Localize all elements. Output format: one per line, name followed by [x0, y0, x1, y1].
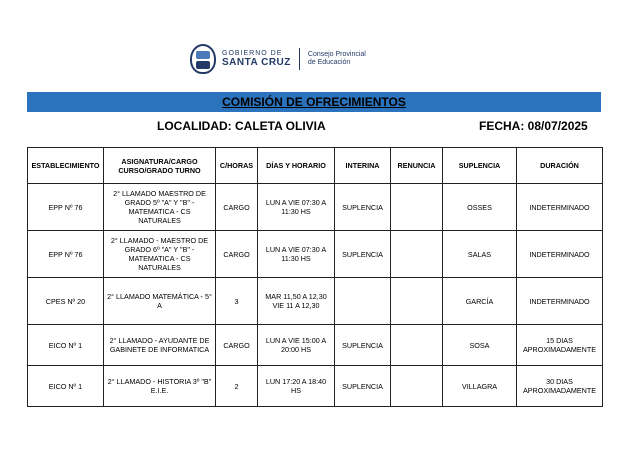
- table-cell: CPES Nº 20: [28, 278, 104, 325]
- page-title: COMISIÓN DE OFRECIMIENTOS: [222, 95, 406, 109]
- table-cell: 2° LLAMADO - HISTORIA 3º "B" E.I.E.: [104, 366, 216, 407]
- government-logo-text: [222, 50, 291, 68]
- title-bar: [27, 92, 601, 112]
- table-cell: MAR 11,50 A 12,30 VIE 11 A 12,30: [258, 278, 335, 325]
- table-cell: CARGO: [216, 231, 258, 278]
- table-cell: EPP Nº 76: [28, 184, 104, 231]
- header-divider: [299, 48, 300, 70]
- column-header: DÍAS Y HORARIO: [258, 148, 335, 184]
- santa-cruz-seal-icon: [190, 44, 216, 74]
- column-header: ASIGNATURA/CARGO CURSO/GRADO TURNO: [104, 148, 216, 184]
- location-date-row: [27, 118, 601, 136]
- table-cell: OSSES: [443, 184, 517, 231]
- table-cell: 2° LLAMADO MAESTRO DE GRADO 5º "A" Y "B" - MATEMATICA - CS NATURALES: [104, 184, 216, 231]
- column-header: C/HORAS: [216, 148, 258, 184]
- table-row: [28, 231, 603, 278]
- council-line-2: de Educación: [307, 59, 351, 66]
- column-header: RENUNCIA: [391, 148, 443, 184]
- table-cell: 2° LLAMADO MATEMÁTICA - 5° A: [104, 278, 216, 325]
- localidad-label: LOCALIDAD: CALETA OLIVIA: [157, 119, 326, 133]
- offers-table: [27, 147, 603, 407]
- table-cell: LUN A VIE 07:30 A 11:30 HS: [258, 184, 335, 231]
- council-name: [308, 51, 366, 67]
- table-row: [28, 184, 603, 231]
- column-header: SUPLENCIA: [443, 148, 517, 184]
- table-cell: LUN A VIE 07:30 A 11:30 HS: [258, 231, 335, 278]
- table-cell: SUPLENCIA: [335, 366, 391, 407]
- table-cell: 2° LLAMADO - AYUDANTE DE GABINETE DE INFORMATICA: [104, 325, 216, 366]
- table-cell: 2: [216, 366, 258, 407]
- table-cell: VILLAGRA: [443, 366, 517, 407]
- table-cell: [391, 278, 443, 325]
- table-cell: GARCÍA: [443, 278, 517, 325]
- table-row: [28, 325, 603, 366]
- table-cell: SALAS: [443, 231, 517, 278]
- table-cell: 2° LLAMADO - MAESTRO DE GRADO 6º "A" Y "B" - MATEMATICA - CS NATURALES: [104, 231, 216, 278]
- table-cell: [391, 231, 443, 278]
- table-cell: INDETERMINADO: [517, 184, 603, 231]
- table-cell: INDETERMINADO: [517, 278, 603, 325]
- table-cell: [391, 184, 443, 231]
- table-cell: [391, 325, 443, 366]
- council-line-1: Consejo Provincial: [307, 50, 366, 58]
- table-cell: LUN 17:20 A 18:40 HS: [258, 366, 335, 407]
- column-header: DURACIÓN: [517, 148, 603, 184]
- column-header: INTERINA: [335, 148, 391, 184]
- table-cell: [391, 366, 443, 407]
- table-cell: INDETERMINADO: [517, 231, 603, 278]
- table-cell: SOSA: [443, 325, 517, 366]
- table-row: [28, 278, 603, 325]
- page-header: [190, 42, 366, 76]
- gov-main-text: SANTA CRUZ: [222, 57, 291, 68]
- table-cell: 30 DIAS APROXIMADAMENTE: [517, 366, 603, 407]
- table-cell: CARGO: [216, 325, 258, 366]
- gov-top-text: GOBIERNO DE: [222, 50, 283, 57]
- table-cell: EICO Nº 1: [28, 366, 104, 407]
- column-header: ESTABLECIMIENTO: [28, 148, 104, 184]
- table-cell: 3: [216, 278, 258, 325]
- table-cell: SUPLENCIA: [335, 325, 391, 366]
- table-row: [28, 366, 603, 407]
- table-cell: EPP Nº 76: [28, 231, 104, 278]
- fecha-label: FECHA: 08/07/2025: [479, 119, 588, 133]
- table-cell: 15 DIAS APROXIMADAMENTE: [517, 325, 603, 366]
- table-cell: SUPLENCIA: [335, 184, 391, 231]
- table-cell: [335, 278, 391, 325]
- table-cell: LUN A VIE 15:00 A 20:00 HS: [258, 325, 335, 366]
- table-header-row: [28, 148, 603, 184]
- table-cell: CARGO: [216, 184, 258, 231]
- table-cell: SUPLENCIA: [335, 231, 391, 278]
- table-cell: EICO Nº 1: [28, 325, 104, 366]
